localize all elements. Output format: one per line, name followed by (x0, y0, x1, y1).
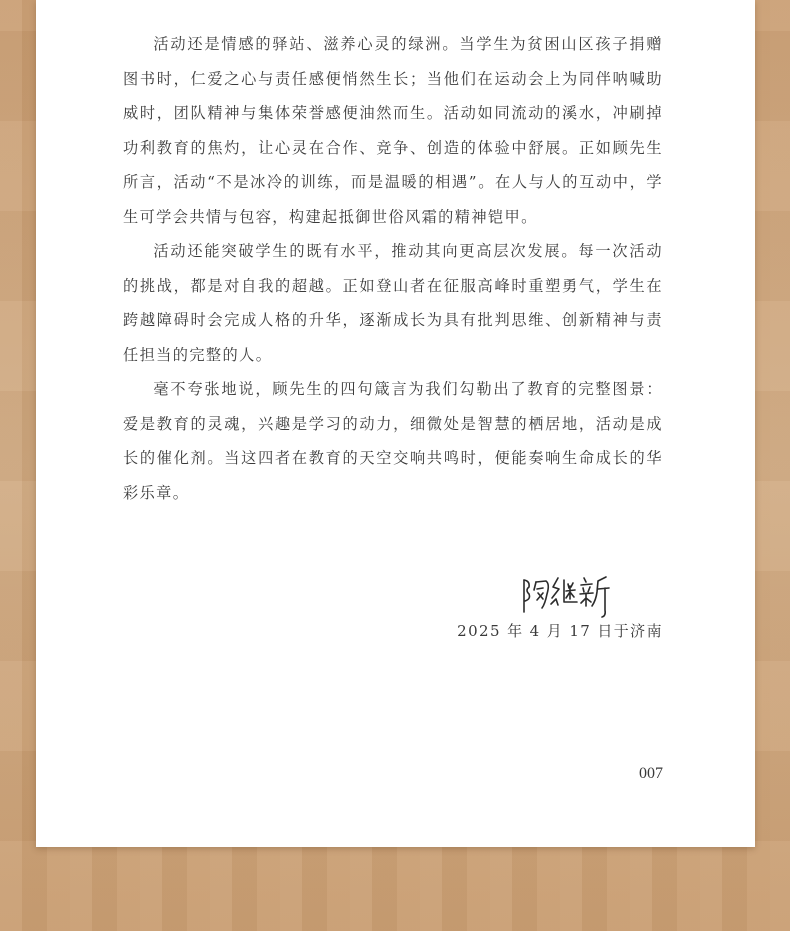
paragraph: 毫不夸张地说，顾先生的四句箴言为我们勾勒出了教育的完整图景：爱是教育的灵魂，兴趣是学习的动力，细微处是智慧的栖居地，活动是成长的催化剂。当这四者在教育的天空交响共鸣时，便能奏响生命成长的华彩乐章。 (123, 380, 663, 502)
body-text (123, 27, 663, 510)
document-page (36, 0, 755, 847)
paragraph: 活动还是情感的驿站、滋养心灵的绿洲。当学生为贫困山区孩子捐赠图书时，仁爱之心与责任感便悄然生长；当他们在运动会上为同伴呐喊助威时，团队精神与集体荣誉感便油然而生。活动如同流动的溪水，冲刷掉功利教育的焦灼，让心灵在合作、竞争、创造的体验中舒展。正如顾先生所言，活动“不是冰冷的训练，而是温暖的相遇”。在人与人的互动中，学生可学会共情与包容，构建起抵御世俗风霜的精神铠甲。 (123, 35, 663, 226)
page-number: 007 (639, 765, 663, 782)
date-location-line: 2025 年 4 月 17 日于济南 (457, 622, 663, 640)
paragraph: 活动还能突破学生的既有水平，推动其向更高层次发展。每一次活动的挑战，都是对自我的超越。正如登山者在征服高峰时重塑勇气，学生在跨越障碍时会完成人格的升华，逐渐成长为具有批判思维、创新精神与责任担当的完整的人。 (123, 242, 663, 364)
handwritten-signature (520, 572, 614, 620)
